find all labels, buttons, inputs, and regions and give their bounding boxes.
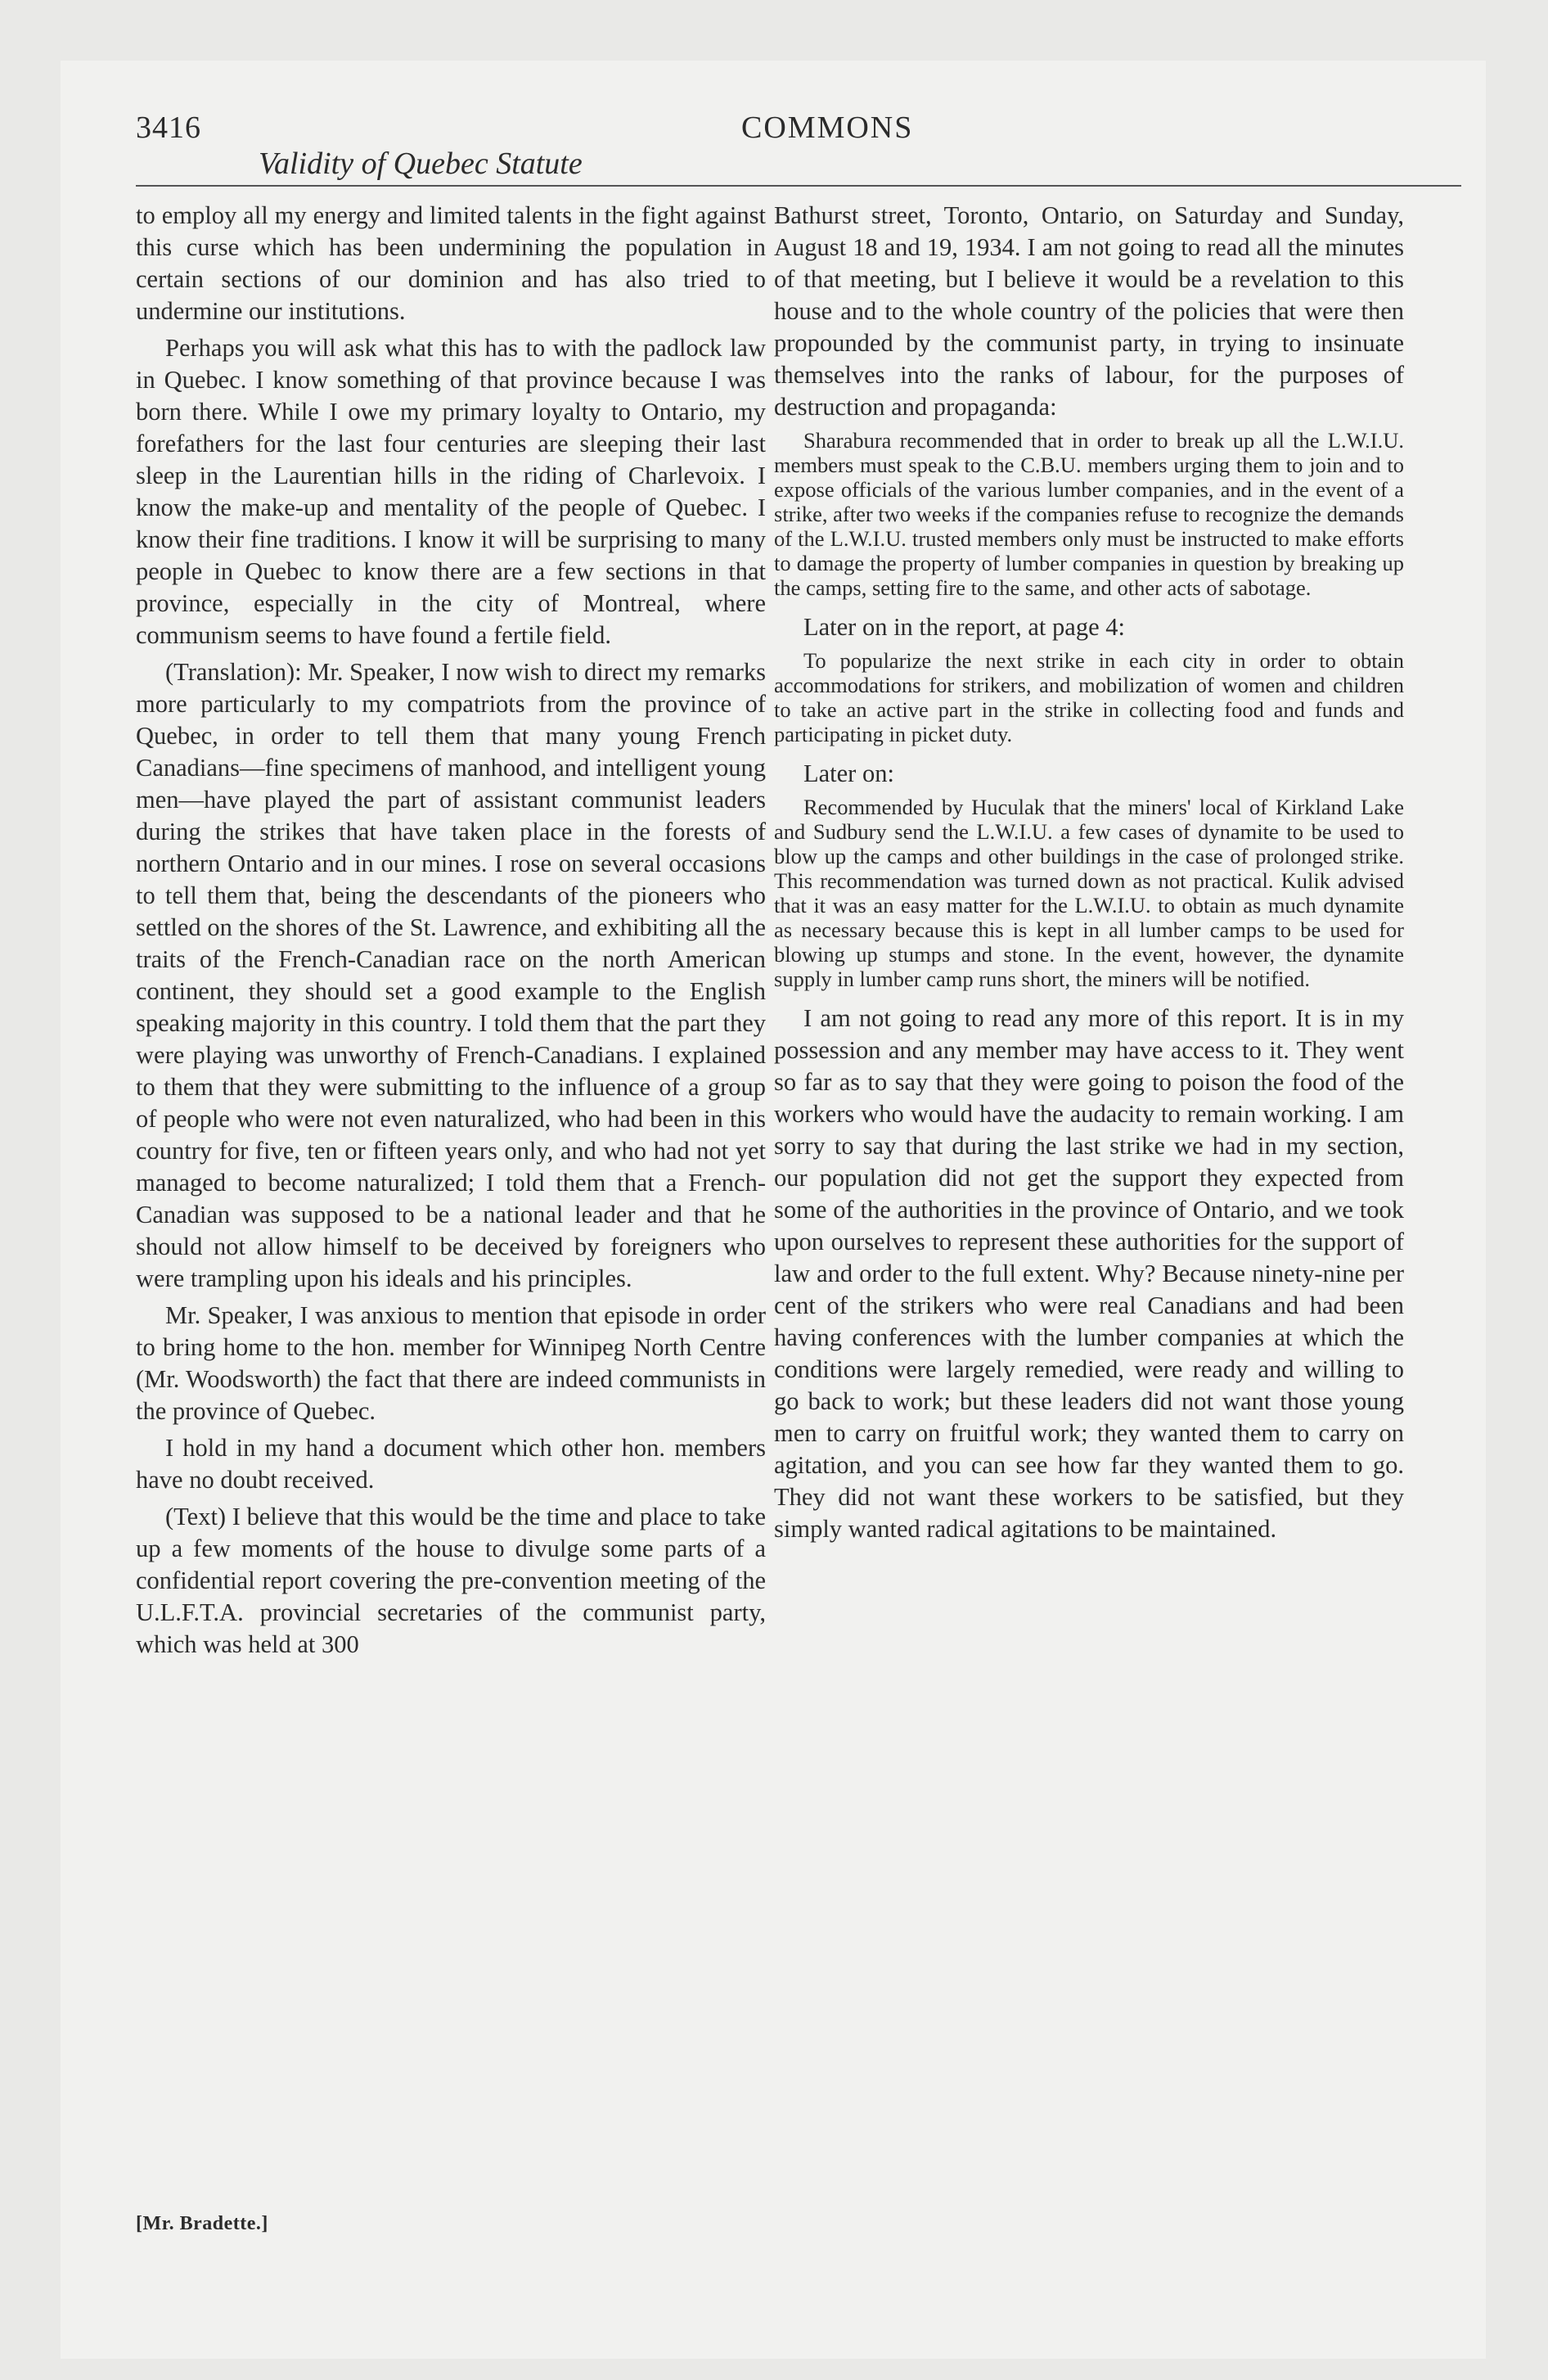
page-number: 3416: [136, 110, 201, 145]
quoted-excerpt: Recommended by Huculak that the miners' local of Kirkland Lake and Sudbury send the L.W.I.U. a few cases of dynamite to be used to blow up the camps and other buildings in the case of prolonged strike. This recommendation was turned down as not practical. Kulik advised that it was an easy matter for the L.W.I.U. to obtain as much dynamite as necessary because this is kept in all lumber camps to be used for blowing up stumps and stone. In the event, however, the dynamite supply in lumber camp runs short, the miners will be notified.: [774, 795, 1404, 991]
paragraph: Later on:: [803, 760, 894, 787]
paragraph: Bathurst street, Toronto, Ontario, on Saturday and Sunday, August 18 and 19, 1934. I am not going to read all the minutes of that meeting, but I believe it would be a revelation to this house and to the whole country of the policies that were then propounded by the communist party, in trying to insinuate themselves into the ranks of labour, for the purposes of destruction and propaganda:: [774, 201, 1404, 421]
speaker-reference: [Mr. Bradette.]: [136, 2213, 268, 2234]
quoted-excerpt: To popularize the next strike in each city in order to obtain accommodations for strikers, and mobilization of women and children to take an active part in the strike in collecting food and funds and participating in picket duty.: [774, 648, 1404, 746]
header-rule: [136, 185, 1461, 187]
page: [61, 61, 1486, 2359]
right-column: [774, 200, 1404, 1550]
quoted-excerpt: Sharabura recommended that in order to break up all the L.W.I.U. members must speak to the C.B.U. members urging them to join and to expose officials of the various lumber companies, and in the event of a strike, after two weeks if the companies refuse to recognize the demands of the L.W.I.U. trusted members only must be instructed to make efforts to damage the property of lumber companies in question by breaking up the camps, setting fire to the same, and other acts of sabotage.: [774, 428, 1404, 600]
paragraph: I am not going to read any more of this report. It is in my possession and any member may have access to it. They went so far as to say that they were going to poison the food of the workers who would have the audacity to remain working. I am sorry to say that during the last strike we had in my section, our population did not get the support they expected from some of the authorities in the province of Ontario, and we took upon ourselves to represent these authorities for the support of law and order to the full extent. Why? Because ninety-nine per cent of the strikers who were real Canadians and had been having conferences with the lumber companies at which the conditions were largely remedied, were ready and willing to go back to work; but these leaders did not want those young men to carry on fruitful work; they wanted them to carry on agitation, and you can see how far they wanted them to go. They did not want these workers to be satisfied, but they simply wanted radical agitations to be maintained.: [774, 1004, 1404, 1543]
running-subtitle: Validity of Quebec Statute: [259, 146, 583, 181]
running-title: COMMONS: [741, 110, 914, 145]
paragraph: to employ all my energy and limited talents in the fight against this curse which has been undermining the population in certain sections of our dominion and has also tried to undermine our institutions.: [136, 201, 766, 325]
paragraph: Mr. Speaker, I was anxious to mention that episode in order to bring home to the hon. member for Winnipeg North Centre (Mr. Woodsworth) the fact that there are indeed communists in the province of Quebec.: [136, 1301, 766, 1425]
paragraph: I hold in my hand a document which other hon. members have no doubt received.: [136, 1434, 766, 1494]
paragraph: (Translation): Mr. Speaker, I now wish to direct my remarks more particularly to my compatriots from the province of Quebec, in order to tell them that many young French Canadians—fine specimens of manhood, and intelligent young men—have played the part of assistant communist leaders during the strikes that have taken place in the forests of northern Ontario and in our mines. I rose on several occasions to tell them that, being the descendants of the pioneers who settled on the shores of the St. Lawrence, and exhibiting all the traits of the French-Canadian race on the north American continent, they should set a good example to the English speaking majority in this country. I told them that the part they were playing was unworthy of French-Canadians. I explained to them that they were submitting to the influence of a group of people who were not even naturalized, who had been in this country for five, ten or fifteen years only, and who had not yet managed to become naturalized; I told them that a French-Canadian was supposed to be a national leader and that he should not allow himself to be deceived by foreigners who were trampling upon his ideals and his principles.: [136, 658, 766, 1292]
paragraph: (Text) I believe that this would be the time and place to take up a few moments of the house to divulge some parts of a confidential report covering the pre-convention meeting of the U.L.F.T.A. provincial secretaries of the communist party, which was held at 300: [136, 1503, 766, 1658]
left-column: [136, 200, 766, 1666]
paragraph: Later on in the report, at page 4:: [803, 613, 1125, 641]
paragraph: Perhaps you will ask what this has to with the padlock law in Quebec. I know something of that province because I was born there. While I owe my primary loyalty to Ontario, my forefathers for the last four centuries are sleeping their last sleep in the Laurentian hills in the riding of Charlevoix. I know the make-up and mentality of the people of Quebec. I know their fine traditions. I know it will be surprising to many people in Quebec to know there are a few sections in that province, especially in the city of Montreal, where communism seems to have found a fertile field.: [136, 334, 766, 649]
